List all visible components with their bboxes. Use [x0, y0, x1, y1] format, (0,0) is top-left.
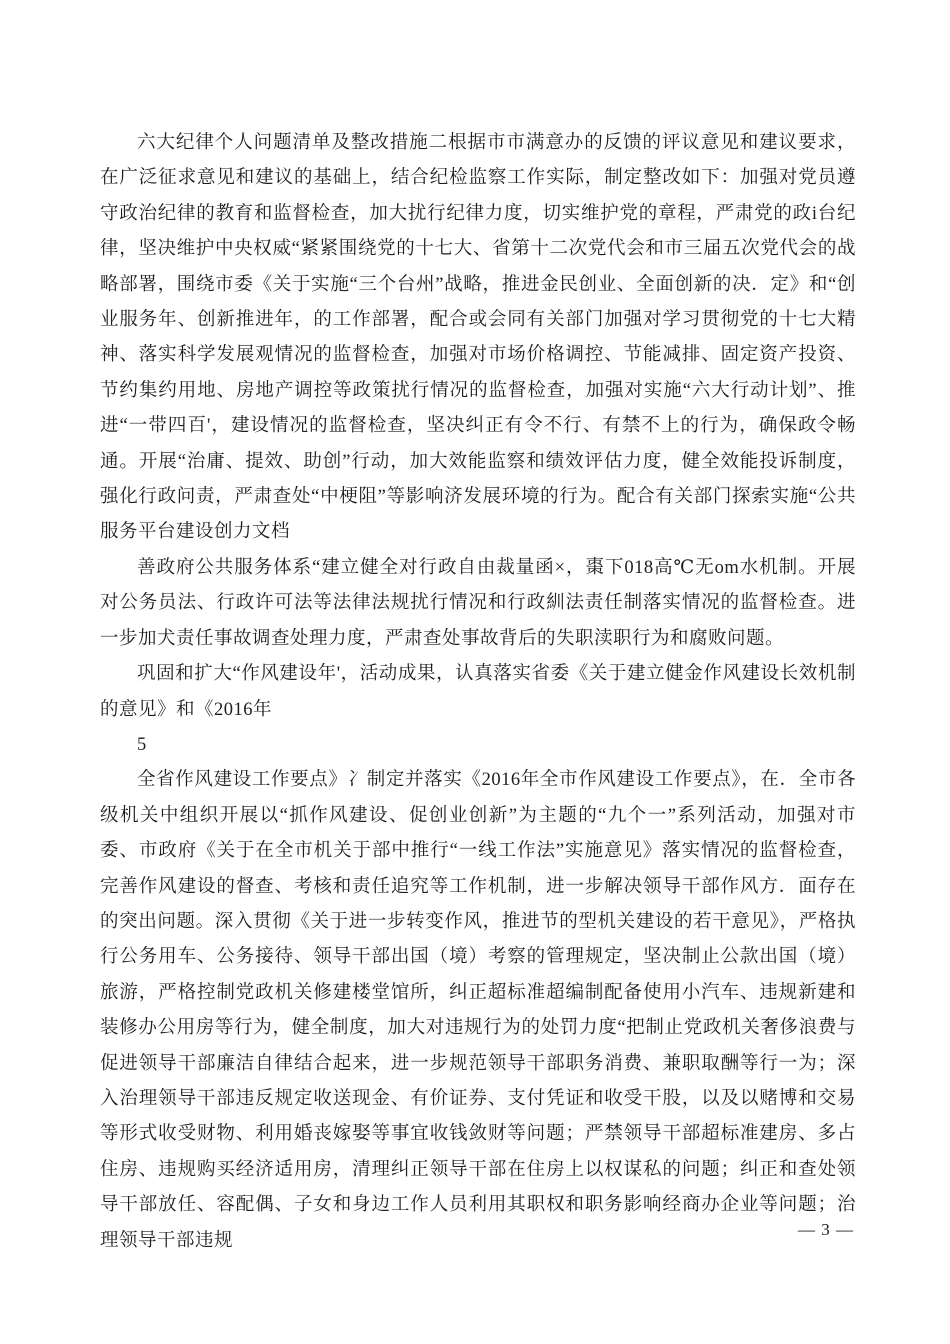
paragraph: 六大纪律个人问题清单及整改措施二根据市市满意办的反馈的评议意见和建议要求，在广泛征求意见和建议的基础上，结合纪检监察工作实际，制定整改如下：加强对党员遵守政治纪律的教育和监督检查，加大扰行纪律力度，切实维护党的章程，严肃党的政i台纪律，坚决维护中央权威“紧紧围绕党的十七大、省第十二次党代会和市三届五次党代会的战略部署，围绕市委《关于实施“三个台州”战略，推进金民创业、全面创新的决．定》和“创业服务年、创新推进年，的工作部署，配合或会同有关部门加强对学习贯彻党的十七大精神、落实科学发展观情况的监督检查，加强对市场价格调控、节能减排、固定资产投资、节约集约用地、房地产调控等政策扰行情况的监督检查，加强对实施“六大行动计划”、推进“一带四百'，建设情况的监督检查，坚决纠正有令不行、有禁不上的行为，确保政令畅通。开展“治庸、提效、助创”行动，加大效能监察和绩效评估力度，健全效能投诉制度，强化行政问责，严肃查处“中梗阻”等影响济发展环境的行为。配合有关部门探索实施“公共服务平台建设创力文档: [100, 133, 856, 543]
paragraph: 善政府公共服务体系“建立健全对行政自由裁量函×，棗下018高℃无om水机制。开展对公务员法、行政许可法等法律法规扰行情况和行政紃法责任制落实情况的监督检查。进一步加犬责任事故调查处理力度，严肃查处事故背后的失职渎职行为和腐败问题。: [100, 557, 856, 649]
paragraph: 全省作风建设工作要点》冫制定并落实《2016年全市作风建设工作要点》，在．全市各级机关中组织开展以“抓作风建设、促创业创新”为主题的“九个一”系列活动，加强对市委、市政府《关于在全市机关于部中推行“一线工作法”实施意见》落实情况的监督检查，完善作风建设的督查、考核和责任追究等工作机制，进一步解决领导干部作风方．面存在的突出问题。深入贯彻《关于进一步转变作风，推进节的型机关建设的若干意见》，严格执行公务用车、公务接待、领导干部出国（境）考察的管理规定，坚决制止公款出国（境）旅游，严格控制党政机关修建楼堂馆所，纠正超标准超编制配备使用小汽车、违规新建和装修办公用房等行为，健全制度，加大对违规行为的处罚力度“把制止党政机关奢侈浪费与促进领导干部廉洁自律结合起来，进一步规范领导干部职务消费、兼职取酬等行一为；深入治理领导干部违反规定收送现金、有价证券、支付凭证和收受干股，以及以赌博和交易等形式收受财物、利用婚丧嫁娶等事宜收钱敛财等问题；严禁领导干部超标准建房、多占住房、违规购买经济适用房，清理纠正领导干部在住房上以权谋私的问题；纠正和查处领导干部放任、容配偶、子女和身边工作人员利用其职权和职务影响经商办企业等问题；治理领导干部违规: [100, 770, 856, 1251]
document-body: [100, 126, 856, 1259]
inline-page-artifact: 5: [137, 734, 147, 755]
page-number: — 3 —: [798, 1220, 854, 1239]
paragraph: 巩固和扩大“作风建设年'，活动成果，认真落实省委《关于建立健金作风建设长效机制的意见》和《2016年: [100, 664, 856, 720]
